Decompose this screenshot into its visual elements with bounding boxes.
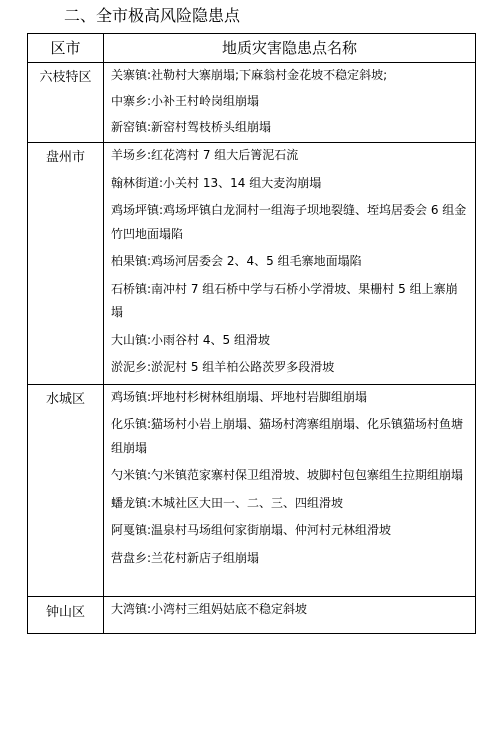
hazard-point: 蟠龙镇:木城社区大田一、二、三、四组滑坡: [111, 495, 344, 510]
cell-spacer: [111, 574, 469, 596]
hazard-point: 关寨镇:社勒村大寨崩塌;下麻翁村金花坡不稳定斜坡;: [111, 68, 388, 82]
hazard-points-cell: [104, 63, 476, 143]
district-cell: 水城区: [28, 384, 104, 597]
table-row: [28, 63, 476, 143]
column-header-district: 区市: [28, 34, 104, 63]
hazard-point: 羊场乡:红花湾村 7 组大后箐泥石流: [111, 148, 299, 162]
section-heading: 二、全市极高风险隐患点: [64, 6, 241, 25]
hazard-point: 中寨乡:小补王村岭岗组崩塌: [111, 94, 260, 108]
hazard-point: 营盘乡:兰花村新店子组崩塌: [111, 550, 260, 565]
hazard-points-table: [27, 33, 476, 634]
hazard-points-cell: [104, 384, 476, 597]
column-header-hazard-point: 地质灾害隐患点名称: [104, 34, 476, 63]
hazard-point: 勺米镇:勺米镇范家寨村保卫组滑坡、坡脚村包包寨组生拉期组崩塌: [111, 468, 464, 482]
hazard-point: 鸡场坪镇:鸡场坪镇白龙洞村一组海子坝地裂缝、垤坞居委会 6 组金竹凹地面塌陷: [111, 203, 467, 241]
district-cell: 六枝特区: [28, 63, 104, 143]
hazard-point: 淤泥乡:淤泥村 5 组羊柏公路茨罗多段滑坡: [111, 360, 335, 374]
hazard-point: 鸡场镇:坪地村杉树林组崩塌、坪地村岩脚组崩塌: [111, 389, 368, 404]
district-cell: 盘州市: [28, 143, 104, 385]
hazard-points-cell: [104, 143, 476, 385]
hazard-points-cell: [104, 597, 476, 634]
hazard-point: 大湾镇:小湾村三组妈姑底不稳定斜坡: [111, 602, 308, 616]
hazard-point: 阿戛镇:温泉村马场组何家街崩塌、仲河村元林组滑坡: [111, 523, 392, 537]
hazard-point: 石桥镇:南冲村 7 组石桥中学与石桥小学滑坡、果栅村 5 组上寨崩塌: [111, 281, 458, 319]
table-row: [28, 384, 476, 597]
table-header-row: [28, 34, 476, 63]
hazard-point: 新窑镇:新窑村驾枝桥头组崩塌: [111, 120, 272, 134]
hazard-point: 化乐镇:猫场村小岩上崩塌、猫场村湾寨组崩塌、化乐镇猫场村鱼塘组崩塌: [111, 417, 464, 455]
table-row: [28, 143, 476, 385]
district-cell: 钟山区: [28, 597, 104, 634]
table-row: [28, 597, 476, 634]
hazard-point: 翰林街道:小关村 13、14 组大麦沟崩塌: [111, 175, 322, 190]
hazard-point: 大山镇:小雨谷村 4、5 组滑坡: [111, 332, 270, 347]
hazard-point: 柏果镇:鸡场河居委会 2、4、5 组毛寨地面塌陷: [111, 254, 362, 268]
